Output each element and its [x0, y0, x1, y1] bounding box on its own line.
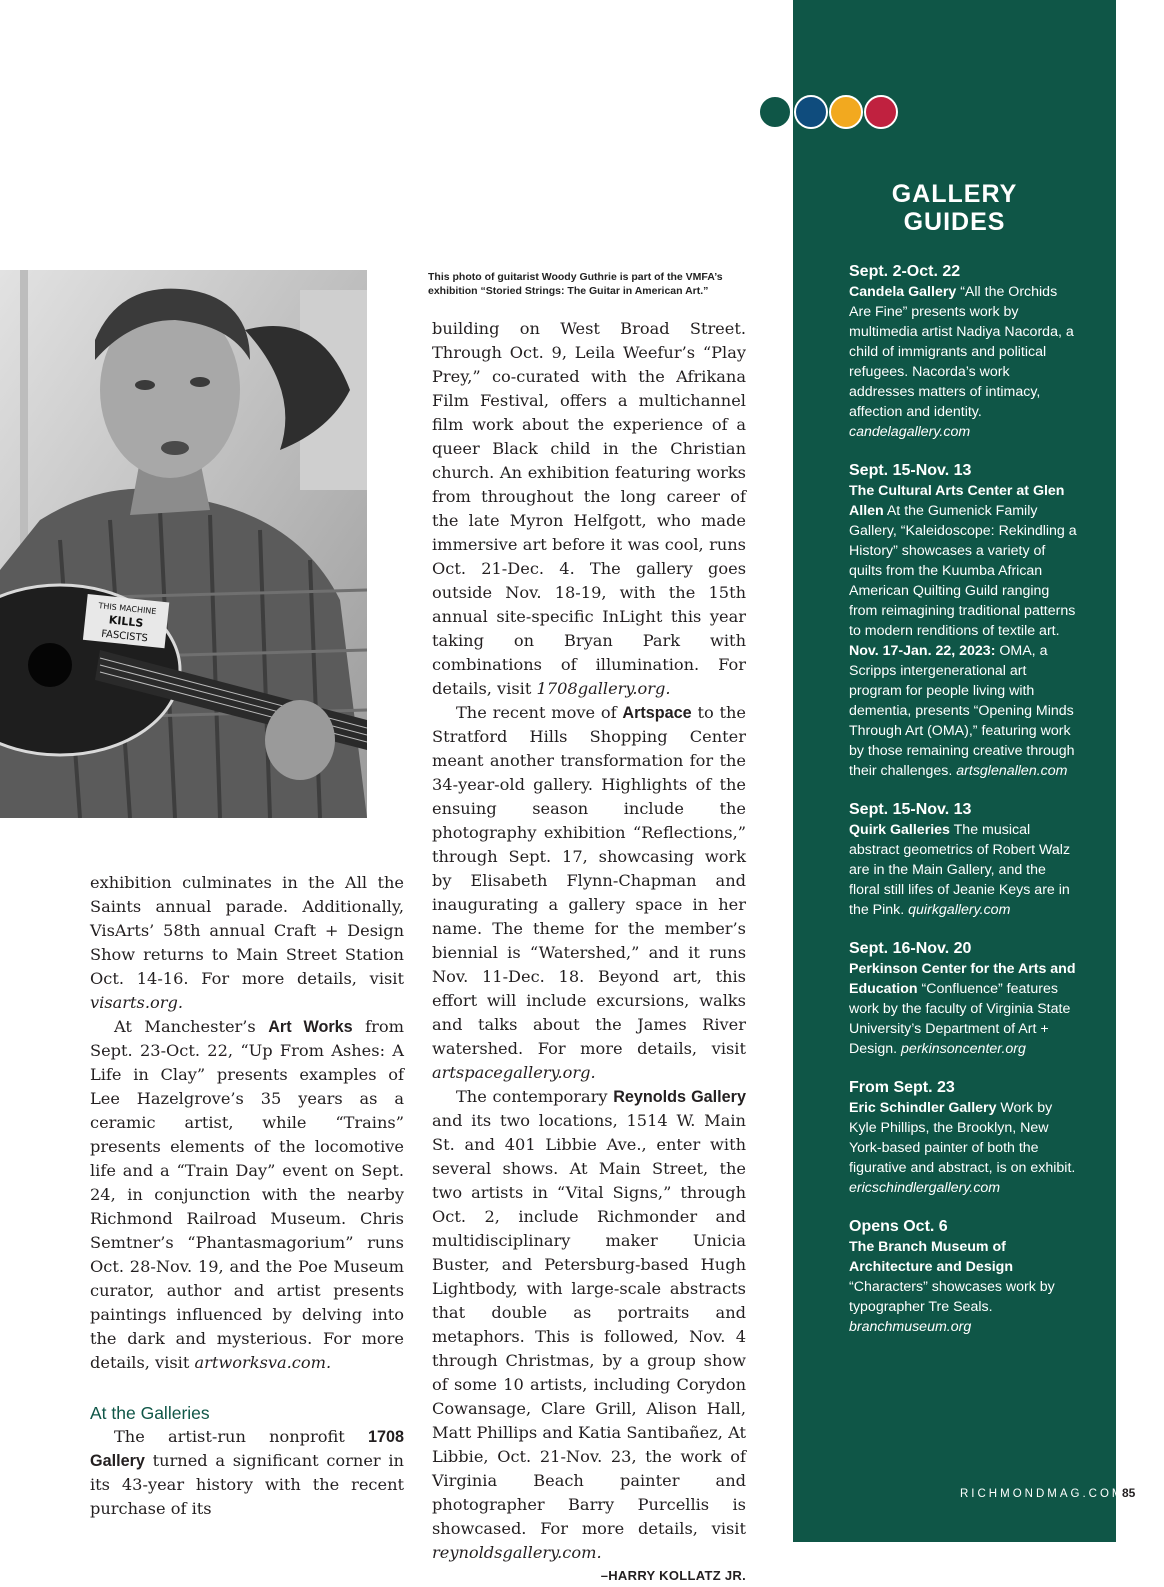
entry-text: “All the Orchids Are Fine” presents work by multimedia artist Nadiya Nacorda, a child of immigrants and political refugees. Nacorda’s work addresses matters of intimacy, affection and identity. — [849, 284, 1074, 420]
entry-url[interactable]: quirkgallery.com — [908, 902, 1011, 918]
photo-illustration — [0, 270, 367, 818]
reynolds-link[interactable]: reynoldsgallery.com. — [432, 1543, 602, 1562]
entry-venue: Perkinson Center for the Arts and Education — [849, 961, 1076, 997]
author-byline: –HARRY KOLLATZ JR. — [600, 1568, 746, 1583]
paragraph — [90, 871, 404, 1015]
paragraph-text: exhibition culminates in the All the Saints annual parade. Additionally, VisArts’ 58th annual Craft + Design Show returns to Main Street Station Oct. 14-16. For more details, visit — [90, 873, 404, 988]
entry-date: Opens Oct. 6 — [849, 1218, 948, 1235]
entry-venue: The Cultural Arts Center at Glen Allen — [849, 483, 1065, 519]
artworks-link[interactable]: artworksva.com. — [194, 1353, 332, 1372]
sidebar-title-line-2: GUIDES — [903, 208, 1006, 236]
sticker-line-1: THIS MACHINE — [98, 601, 157, 617]
woody-guthrie-photo — [0, 270, 367, 818]
dot-yellow — [829, 95, 863, 129]
guide-entry — [849, 262, 1077, 442]
paragraph-text: and its two locations, 1514 W. Main St. and 401 Libbie Ave., enter with several shows. At Main Street, the two artists in “Vital Signs,” through Oct. 2, include Richmonder and multidisciplinary maker Unicia Buster, and Petersburg-based Hugh Lightbody, with large-scale abstracts that double as portraits and metaphors. This is followed, Nov. 4 through Christmas, by a group show of some 10 artists, including Corydon Cowansage, Clare Grill, Alison Hall, Matt Phillips and Katia Santibañez, At Libbie, Oct. 21-Nov. 23, the work of Virginia Beach painter and photographer Barry Purcellis is showcased. For more details, visit — [432, 1111, 746, 1538]
paragraph — [432, 701, 746, 1085]
gallery-guide-list — [849, 262, 1077, 1356]
1708gallery-link[interactable]: 1708gallery.org. — [536, 679, 671, 698]
artspace-link[interactable]: artspacegallery.org. — [432, 1063, 596, 1082]
venue-name: Reynolds Gallery — [613, 1088, 746, 1106]
guide-entry — [849, 939, 1077, 1059]
entry-venue: Eric Schindler Gallery — [849, 1100, 997, 1116]
entry-text: “Characters” showcases work by typographer Tre Seals. — [849, 1279, 1055, 1315]
guide-entry — [849, 1217, 1077, 1337]
page-number: 85 — [1122, 1486, 1136, 1500]
guide-entry — [849, 461, 1077, 781]
paragraph-text: The artist-run nonprofit — [114, 1427, 368, 1446]
entry-date: Sept. 16-Nov. 20 — [849, 940, 972, 957]
paragraph-text: turned a significant corner in its 43-year history with the recent purchase of its — [90, 1451, 404, 1518]
photo-caption: This photo of guitarist Woody Guthrie is part of the VMFA’s exhibition “Storied Strings: The Guitar in American Art.” — [428, 271, 723, 297]
entry-text: At the Gumenick Family Gallery, “Kaleidoscope: Rekindling a History” showcases a variety of quilts from the Kuumba African American Quilting Guild ranging from reimagining traditional patterns to modern renditions of textile art. — [849, 503, 1077, 639]
entry-text: OMA, a Scripps intergenerational art program for people living with dementia, presents “Opening Minds Through Art (OMA),” featuring work by those remaining creative through their challenges. — [849, 643, 1075, 779]
entry-date: Sept. 15-Nov. 13 — [849, 462, 972, 479]
dot-blue — [794, 95, 828, 129]
section-subhead: At the Galleries — [90, 1403, 210, 1423]
sidebar-title-line-1: GALLERY — [891, 180, 1018, 208]
color-dots-decoration — [758, 95, 903, 129]
entry-extra-date: Nov. 17-Jan. 22, 2023: — [849, 643, 996, 659]
entry-date: Sept. 15-Nov. 13 — [849, 801, 972, 818]
paragraph — [90, 1425, 404, 1521]
article-column-1 — [90, 871, 404, 1521]
paragraph — [432, 317, 746, 701]
dot-red — [864, 95, 898, 129]
paragraph — [432, 1085, 746, 1565]
paragraph — [90, 1015, 404, 1375]
dot-green — [758, 95, 792, 129]
paragraph-text: to the Stratford Hills Shopping Center meant another transformation for the 34-year-old gallery. Highlights of the ensuing season include the photography exhibition “Reflections,” through Sept. 17, showcasing work by Elisabeth Flynn-Chapman and inaugurating a gallery space in her name. The theme for the member’s biennial is “Watershed,” and it runs Nov. 11-Dec. 18. Beyond art, this effort will include excursions, walks and talks about the James River watershed. For more details, visit — [432, 703, 746, 1058]
entry-date: Sept. 2-Oct. 22 — [849, 263, 961, 280]
entry-url[interactable]: ericschindlergallery.com — [849, 1180, 1001, 1196]
article-column-2 — [432, 317, 746, 1587]
visarts-link[interactable]: visarts.org. — [90, 993, 183, 1012]
venue-name: Art Works — [268, 1018, 353, 1036]
venue-name: Artspace — [622, 704, 692, 722]
paragraph-text: The contemporary — [456, 1087, 614, 1106]
guide-entry — [849, 800, 1077, 920]
entry-venue: Candela Gallery — [849, 284, 957, 300]
entry-text: The musical abstract geometrics of Robert Walz are in the Main Gallery, and the floral still lifes of Jeanie Keys are in the Pink. — [849, 822, 1071, 918]
entry-url[interactable]: perkinsoncenter.org — [901, 1041, 1026, 1057]
venue-name: 1708 Gallery — [90, 1428, 404, 1470]
paragraph-text: At Manchester’s — [114, 1017, 269, 1036]
sidebar-title — [793, 180, 1116, 236]
entry-url[interactable]: artsglenallen.com — [956, 763, 1068, 779]
sticker-line-2: KILLS — [108, 613, 144, 630]
entry-url[interactable]: branchmuseum.org — [849, 1319, 972, 1335]
paragraph-text: The recent move of — [456, 703, 623, 722]
entry-venue: The Branch Museum of Architecture and Design — [849, 1239, 1013, 1275]
paragraph-text: building on West Broad Street. Through Oct. 9, Leila Weefur’s “Play Prey,” co-curated with the Afrikana Film Festival, offers a multichannel film work about the experience of a queer Black child in the Christian church. An exhibition featuring works from throughout the long career of the late Myron Helfgott, who made immersive art before it was cool, runs Oct. 21-Dec. 4. The gallery goes outside Nov. 18-19, with the 15th annual site-specific InLight this year taking on Bryan Park with combinations of illumination. For details, visit — [432, 319, 746, 698]
entry-text: “Confluence” features work by the faculty of Virginia State University’s Department of Art + Design. — [849, 981, 1071, 1057]
sticker-line-3: FASCISTS — [100, 628, 149, 645]
entry-venue: Quirk Galleries — [849, 822, 950, 838]
guide-entry — [849, 1078, 1077, 1198]
entry-date: From Sept. 23 — [849, 1079, 955, 1096]
paragraph-text: from Sept. 23-Oct. 22, “Up From Ashes: A Life in Clay” presents examples of Lee Hazelgrove’s 35 years as a ceramic artist, while “Trains” presents elements of the locomotive life and a “Train Day” event on Sept. 24, in conjunction with the nearby Richmond Railroad Museum. Chris Semtner’s “Phantasmagorium” runs Oct. 28-Nov. 19, and the Poe Museum curator, author and artist presents paintings influenced by delving into the dark and mysterious. For more details, visit — [90, 1017, 404, 1372]
entry-text: Work by Kyle Phillips, the Brooklyn, New York-based painter of both the figurative and abstract, is on exhibit. — [849, 1100, 1076, 1176]
entry-url[interactable]: candelagallery.com — [849, 424, 971, 440]
footer-site-url: RICHMONDMAG.COM — [960, 1488, 1125, 1500]
